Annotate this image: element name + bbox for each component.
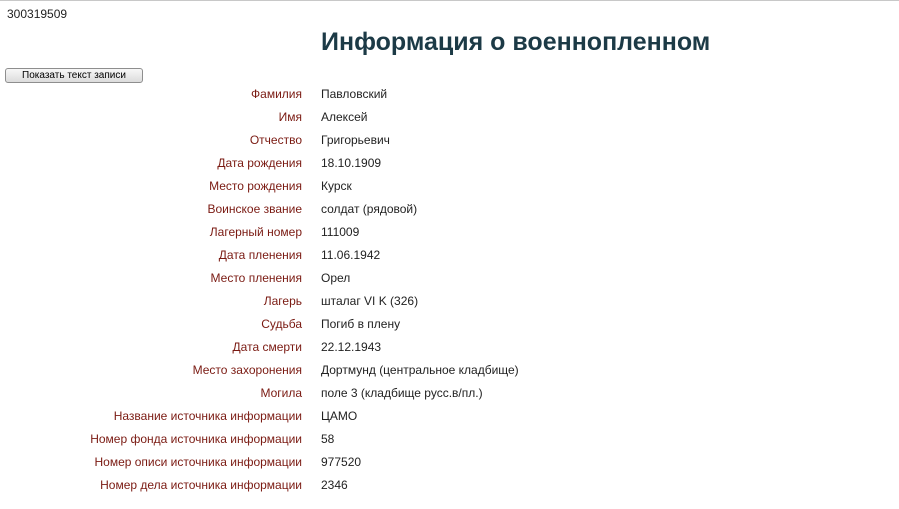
field-value: Курск xyxy=(321,178,352,193)
field-row-birth-place xyxy=(0,174,899,197)
field-label: Дата смерти xyxy=(232,339,302,354)
field-value: Григорьевич xyxy=(321,132,390,147)
field-label: Место рождения xyxy=(209,178,302,193)
field-value: 11.06.1942 xyxy=(321,247,381,262)
field-value: 18.10.1909 xyxy=(321,155,382,170)
field-label: Номер дела источника информации xyxy=(100,477,302,492)
field-label: Фамилия xyxy=(251,86,302,101)
field-row-first-name xyxy=(0,105,899,128)
page-title: Информация о военнопленном xyxy=(321,28,711,56)
field-row-fate xyxy=(0,312,899,335)
field-value: 977520 xyxy=(321,454,362,469)
field-label: Лагерь xyxy=(263,293,302,308)
field-row-death-date xyxy=(0,335,899,358)
field-label: Название источника информации xyxy=(113,408,302,423)
field-label: Отчество xyxy=(249,132,302,147)
field-label: Дата пленения xyxy=(218,247,302,262)
field-label: Место захоронения xyxy=(192,362,302,377)
field-row-capture-date xyxy=(0,243,899,266)
field-row-capture-place xyxy=(0,266,899,289)
field-row-source-name xyxy=(0,404,899,427)
field-value: 2346 xyxy=(321,477,348,492)
field-label: Судьба xyxy=(261,316,302,331)
field-row-patronymic xyxy=(0,128,899,151)
field-value: Алексей xyxy=(321,109,368,124)
field-value: солдат (рядовой) xyxy=(321,201,418,216)
field-row-camp xyxy=(0,289,899,312)
record-id: 300319509 xyxy=(7,7,68,21)
field-label: Лагерный номер xyxy=(209,224,302,239)
field-row-burial-place xyxy=(0,358,899,381)
field-row-rank xyxy=(0,197,899,220)
record-fields xyxy=(0,82,899,496)
field-value: 58 xyxy=(321,431,335,446)
field-label: Место пленения xyxy=(210,270,302,285)
field-value: 22.12.1943 xyxy=(321,339,382,354)
field-label: Номер фонда источника информации xyxy=(90,431,302,446)
field-value: поле 3 (кладбище русс.в/пл.) xyxy=(321,385,483,400)
field-row-source-inventory xyxy=(0,450,899,473)
show-record-text-button[interactable]: Показать текст записи xyxy=(5,68,143,83)
field-value: Дортмунд (центральное кладбище) xyxy=(321,362,519,377)
field-value: ЦАМО xyxy=(321,408,358,423)
field-row-source-file xyxy=(0,473,899,496)
field-value: Павловский xyxy=(321,86,388,101)
top-divider xyxy=(0,0,899,1)
field-value: 111009 xyxy=(321,224,360,239)
field-row-birth-date xyxy=(0,151,899,174)
field-label: Дата рождения xyxy=(217,155,302,170)
field-value: Орел xyxy=(321,270,351,285)
field-label: Имя xyxy=(278,109,302,124)
field-value: Погиб в плену xyxy=(321,316,401,331)
field-row-surname xyxy=(0,82,899,105)
field-row-source-fond xyxy=(0,427,899,450)
field-row-grave xyxy=(0,381,899,404)
field-value: шталаг VI K (326) xyxy=(321,293,419,308)
field-label: Воинское звание xyxy=(207,201,302,216)
field-label: Могила xyxy=(260,385,302,400)
field-label: Номер описи источника информации xyxy=(94,454,302,469)
field-row-camp-number xyxy=(0,220,899,243)
